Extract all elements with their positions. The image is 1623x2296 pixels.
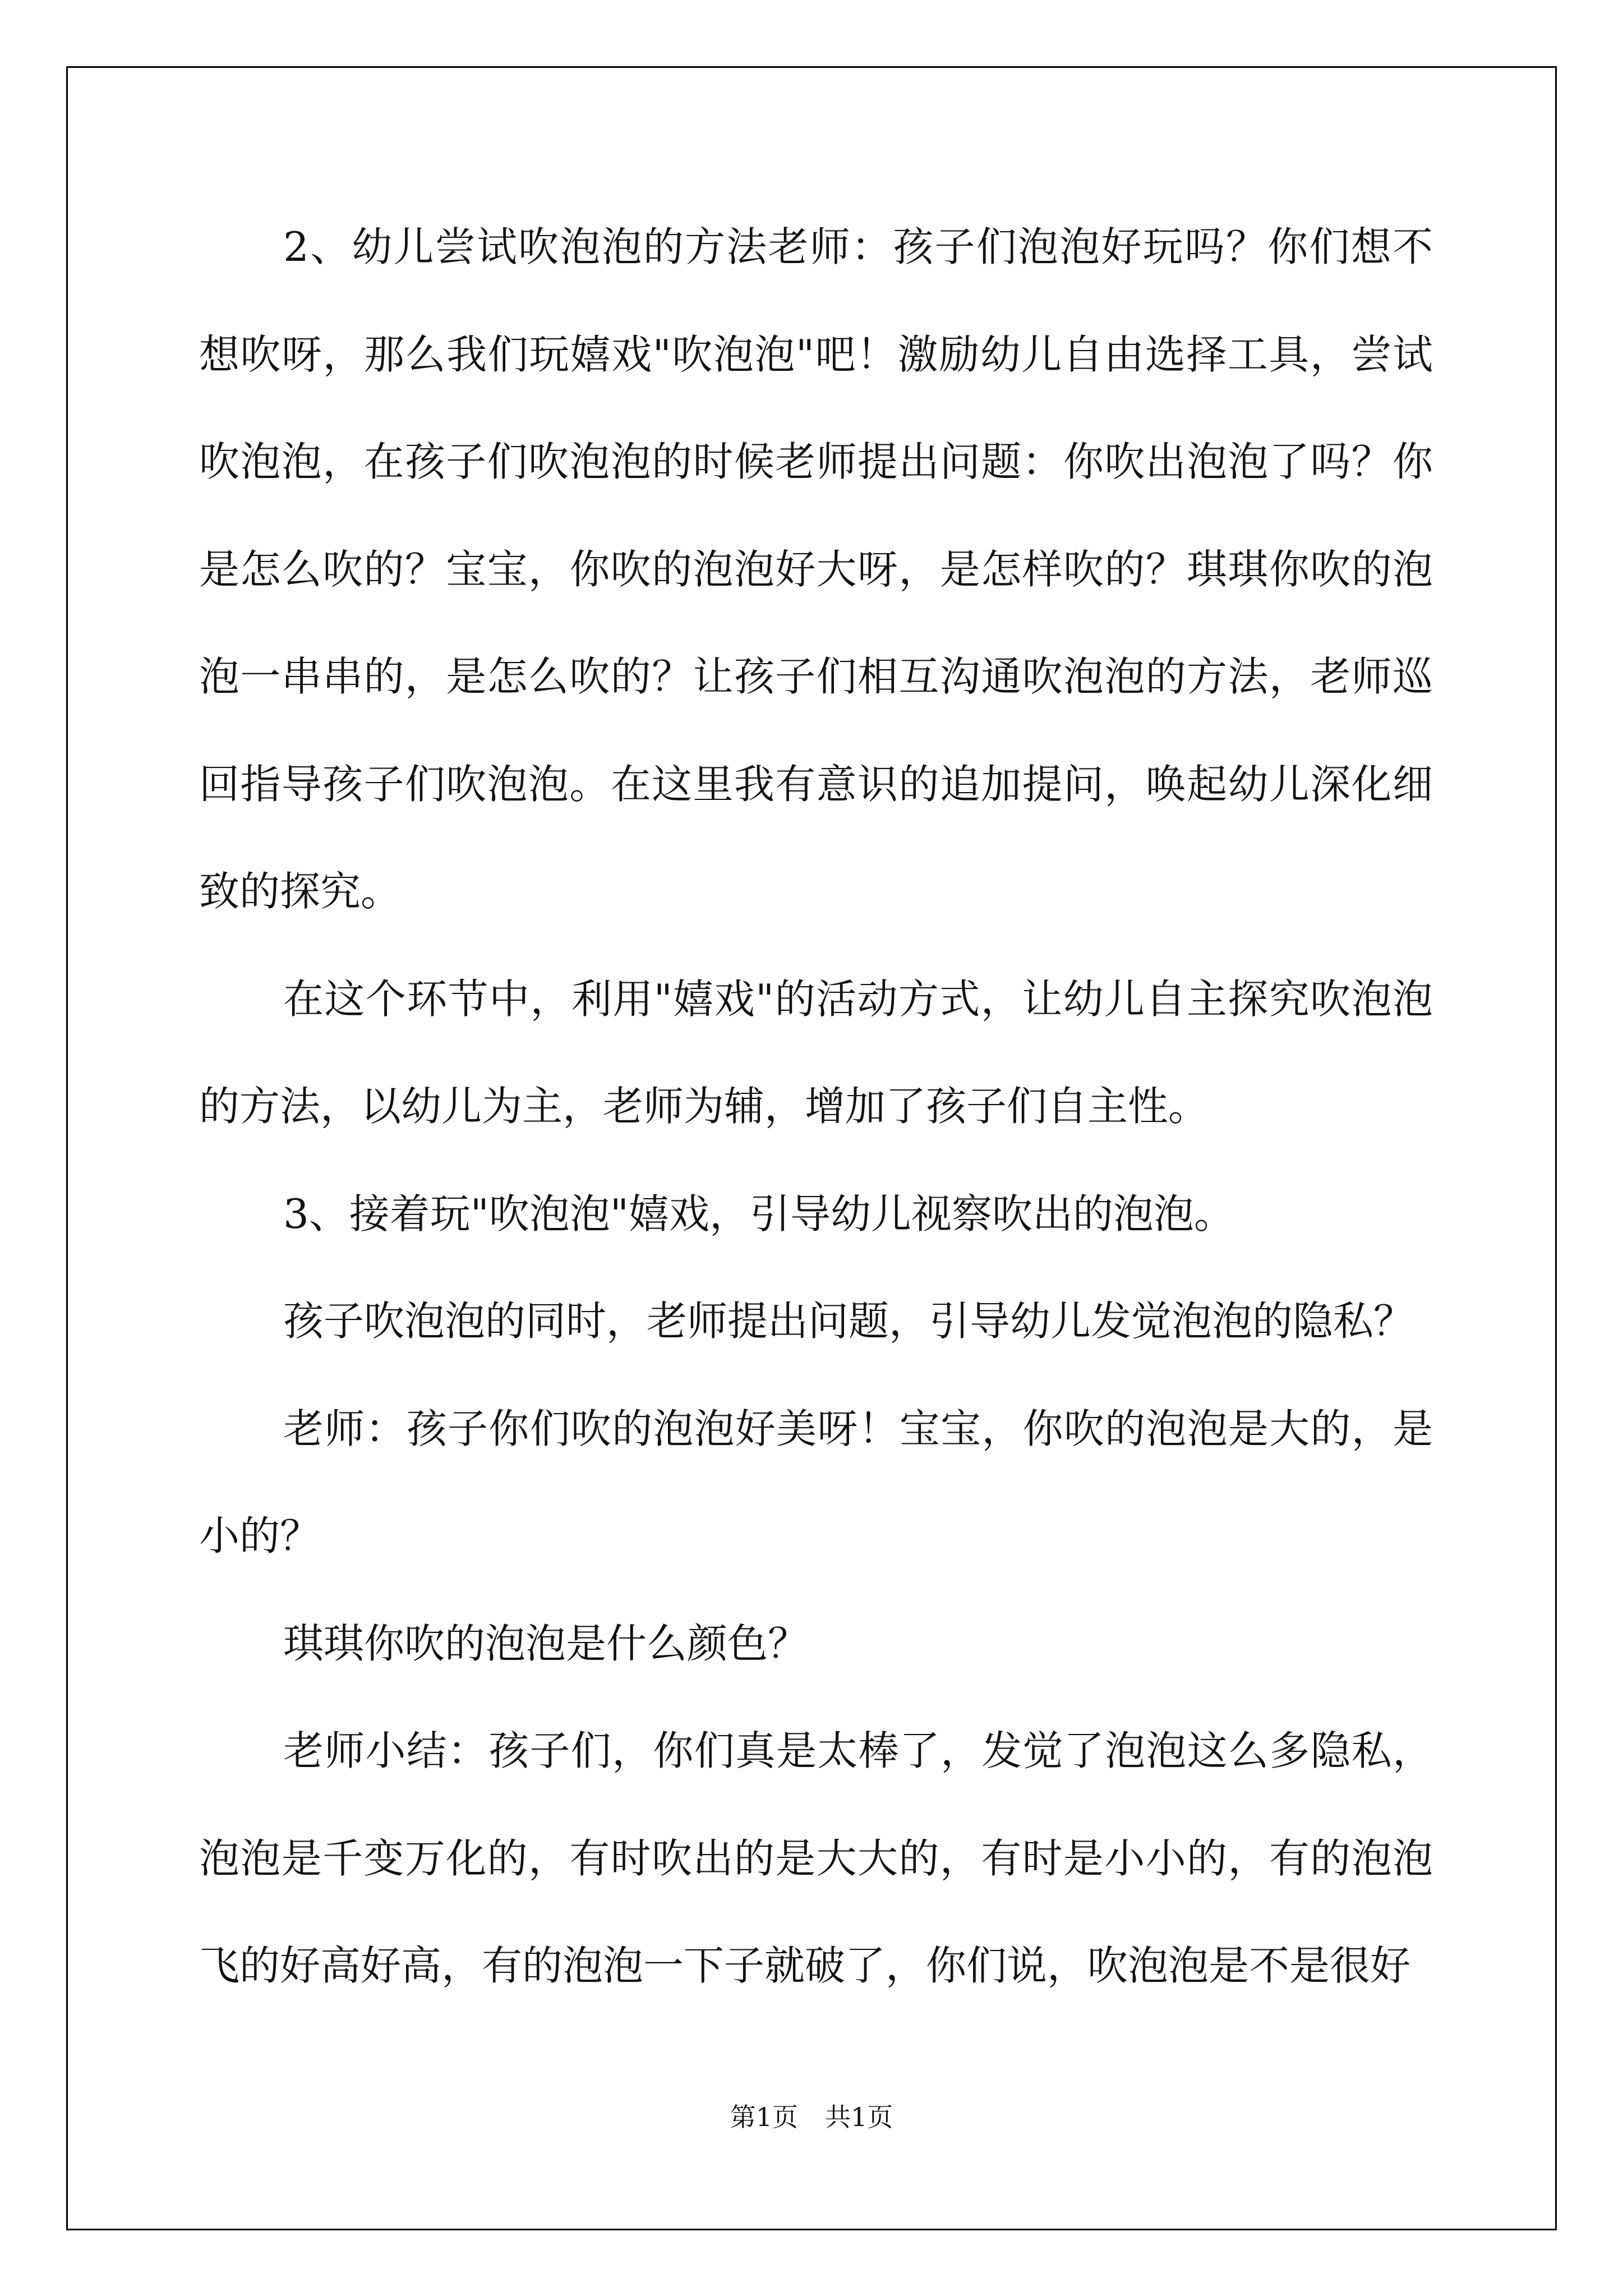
page-footer bbox=[0, 2097, 1623, 2134]
page-total: 共1页 bbox=[825, 2102, 893, 2132]
page-number: 第1页 bbox=[730, 2102, 798, 2132]
paragraph: 老师：孩子你们吹的泡泡好美呀！宝宝，你吹的泡泡是大的，是小的？ bbox=[199, 1405, 1433, 1559]
paragraph: 琪琪你吹的泡泡是什么颜色？ bbox=[283, 1619, 809, 1667]
document-body bbox=[199, 194, 1433, 2020]
paragraph: 孩子吹泡泡的同时，老师提出问题，引导幼儿发觉泡泡的隐私？ bbox=[283, 1297, 1414, 1345]
paragraph: 老师小结：孩子们，你们真是太棒了，发觉了泡泡这么多隐私，泡泡是千变万化的，有时吹出的是大大的，有时是小小的，有的泡泡飞的好高好高，有的泡泡一下子就破了，你们说，吹泡泡是不是很好 bbox=[199, 1727, 1433, 1989]
paragraph: 在这个环节中，利用"嬉戏"的活动方式，让幼儿自主探究吹泡泡的方法，以幼儿为主，老师为辅，增加了孩子们自主性。 bbox=[199, 975, 1433, 1130]
paragraph: 2、幼儿尝试吹泡泡的方法老师：孩子们泡泡好玩吗？你们想不想吹呀，那么我们玩嬉戏"吹泡泡"吧！激励幼儿自由选择工具，尝试吹泡泡，在孩子们吹泡泡的时候老师提出问题：你吹出泡泡了吗？你是怎么吹的？宝宝，你吹的泡泡好大呀，是怎样吹的？琪琪你吹的泡泡一串串的，是怎么吹的？让孩子们相互沟通吹泡泡的方法，老师巡回指导孩子们吹泡泡。在这里我有意识的追加提问，唤起幼儿深化细致的探究。 bbox=[199, 223, 1433, 915]
paragraph: 3、接着玩"吹泡泡"嬉戏，引导幼儿视察吹出的泡泡。 bbox=[283, 1190, 1235, 1237]
